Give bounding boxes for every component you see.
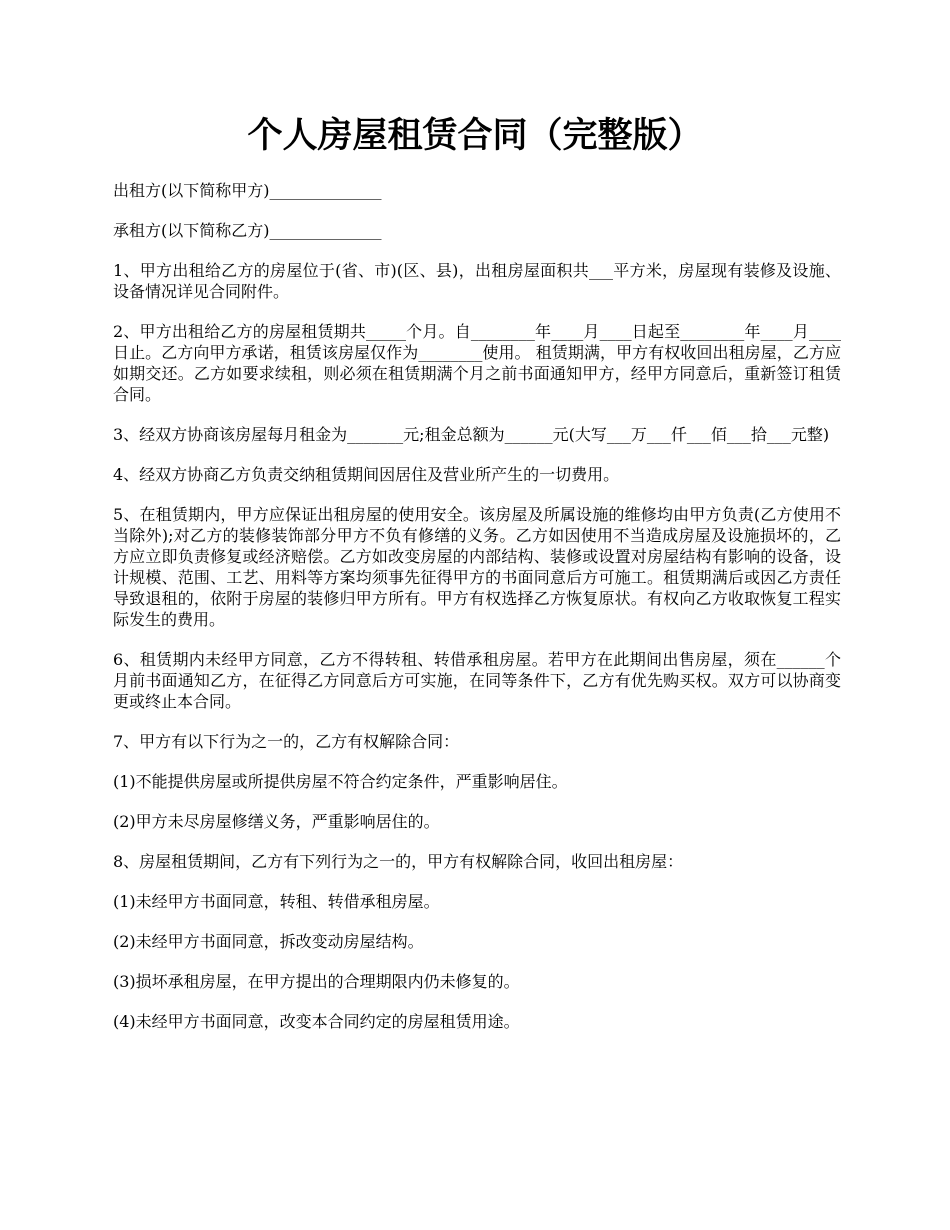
clause-4: 4、经双方协商乙方负责交纳租赁期间因居住及营业所产生的一切费用。 — [113, 465, 620, 484]
lessor-line: 出租方(以下简称甲方)______________ — [113, 181, 382, 200]
document-title: 个人房屋租赁合同（完整版） — [247, 115, 703, 156]
clause-3: 3、经双方协商该房屋每月租金为_______元;租金总额为______元(大写___万___仟___佰___拾___元整) — [113, 425, 830, 444]
clause-7-item-2: (2)甲方未尽房屋修缮义务，严重影响居住的。 — [113, 812, 440, 831]
clause-6: 6、租赁期内未经甲方同意，乙方不得转租、转借承租房屋。若甲方在此期间出售房屋，须在______个月前书面通知乙方，在征得乙方同意后方可实施，在同等条件下，乙方有优先购买权。双方可以协商变更或终止本合同。 — [113, 650, 841, 711]
clause-8-item-3: (3)损坏承租房屋，在甲方提出的合理期限内仍未修复的。 — [113, 972, 520, 991]
document-body — [113, 180, 841, 1051]
clause-8: 8、房屋租赁期间，乙方有下列行为之一的，甲方有权解除合同，收回出租房屋： — [113, 852, 684, 871]
clause-2: 2、甲方出租给乙方的房屋租赁期共_____个月。自________年____月____日起至________年____月____日止。乙方向甲方承诺，租赁该房屋仅作为________使用。 租赁期满，甲方有权收回出租房屋，乙方应如期交还。乙方如要求续租，则必须在租赁期满个月之前书面通知甲方，经甲方同意后，重新签订租赁合同。 — [113, 322, 841, 404]
clause-5: 5、在租赁期内，甲方应保证出租房屋的使用安全。该房屋及所属设施的维修均由甲方负责(乙方使用不当除外);对乙方的装修装饰部分甲方不负有修缮的义务。乙方如因使用不当造成房屋及设施损坏的，乙方应立即负责修复或经济赔偿。乙方如改变房屋的内部结构、装修或设置对房屋结构有影响的设备，设计规模、范围、工艺、用料等方案均须事先征得甲方的书面同意后方可施工。租赁期满后或因乙方责任导致退租的，依附于房屋的装修归甲方所有。甲方有权选择乙方恢复原状。有权向乙方收取恢复工程实际发生的费用。 — [113, 505, 841, 629]
clause-8-item-2: (2)未经甲方书面同意，拆改变动房屋结构。 — [113, 932, 424, 951]
clause-7: 7、甲方有以下行为之一的，乙方有权解除合同： — [113, 732, 460, 751]
clause-1: 1、甲方出租给乙方的房屋位于(省、市)(区、县)，出租房屋面积共___平方米，房屋现有装修及设施、设备情况详见合同附件。 — [113, 261, 841, 301]
clause-7-item-1: (1)不能提供房屋或所提供房屋不符合约定条件，严重影响居住。 — [113, 772, 568, 791]
clause-8-item-4: (4)未经甲方书面同意，改变本合同约定的房屋租赁用途。 — [113, 1012, 520, 1031]
clause-8-item-1: (1)未经甲方书面同意，转租、转借承租房屋。 — [113, 892, 440, 911]
lessee-line: 承租方(以下简称乙方)______________ — [113, 221, 382, 240]
